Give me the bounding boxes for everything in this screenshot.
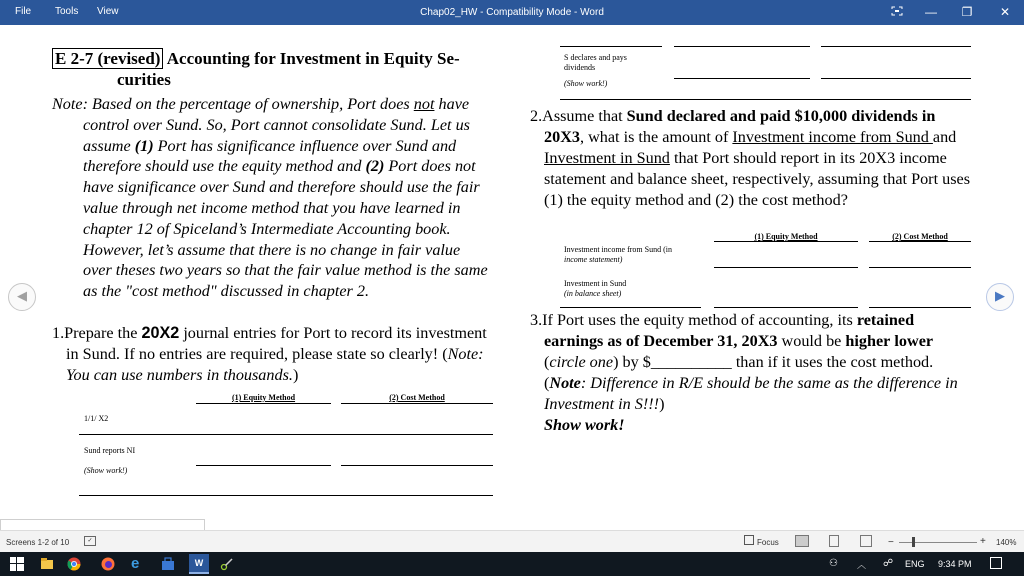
zoom-level[interactable]: 140% [996,538,1017,547]
row-show-work-2: (Show work!) [564,79,608,88]
question-1: 1.Prepare the 20X2 journal entries for Port to record its investment in Sund. If no entries are required, please state so clearly! (Note: You can use numbers in thousands.) [52,324,487,384]
store-icon[interactable] [161,557,175,571]
row-investment-income-b: income statement) [564,255,623,264]
table2-col-cost: (2) Cost Method [892,232,948,241]
firefox-icon[interactable] [101,557,115,571]
row-sund-reports-ni: Sund reports NI [84,446,136,455]
menu-view[interactable]: View [97,6,119,17]
status-tab [0,519,205,530]
title-bar [0,0,1024,25]
close-button[interactable]: ✕ [999,5,1011,19]
menu-file[interactable]: File [15,6,32,17]
taskbar [0,552,1024,576]
language-indicator[interactable]: ENG [905,559,925,569]
network-icon[interactable]: ☍ [883,558,894,569]
row-investment-in-sund-b: (in balance sheet) [564,289,622,298]
status-bar [0,530,1024,552]
web-layout-icon[interactable] [860,535,872,547]
focus-mode-icon[interactable] [886,2,908,22]
question-2: 2.Assume that Sund declared and paid $10,000 dividends in 20X3, what is the amount of Investment income from Sund and Investment in Sund that Port should report in its 20X3 income statement and balance sheet, respectively, assuming that Port uses (1) the equity method and (2) the cost method? [530,107,970,209]
screen-counter: Screens 1-2 of 10 [6,538,70,547]
row-investment-income-a: Investment income from Sund (in [564,245,672,254]
show-work-label: Show work! [544,416,625,434]
zoom-out-button[interactable]: − [888,537,894,548]
chrome-icon[interactable] [67,557,81,571]
window-title: Chap02_HW - Compatibility Mode - Word [420,7,604,18]
table1-col-cost: (2) Cost Method [389,393,445,402]
notification-icon[interactable] [990,557,1002,569]
previous-screen-button[interactable]: ◀ [8,283,36,311]
file-manager-icon[interactable] [40,557,54,571]
chevron-up-icon[interactable]: ︿ [857,560,867,570]
menu-tools[interactable]: Tools [55,6,79,17]
row-dividends: S declares and pays dividends [564,53,627,72]
proofing-icon[interactable]: ✓ [84,536,96,546]
print-layout-icon[interactable] [829,535,839,547]
restore-button[interactable]: ❐ [961,5,973,19]
word-icon[interactable]: W [189,554,209,574]
windows-start-icon[interactable] [10,557,24,571]
snipping-tool-icon[interactable] [220,557,234,571]
edge-icon[interactable]: e [131,555,140,572]
exercise-heading: E 2-7 (revised) Accounting for Investment in Equity Se- [52,48,492,69]
heading-line-2: curities [117,70,171,89]
zoom-slider-thumb[interactable] [912,537,915,547]
zoom-slider[interactable] [899,542,977,543]
question-3: 3.If Port uses the equity method of accounting, its retained earnings as of December 31, 20X3 would be higher lower (circle one) by $__________ than if it uses the cost method. (Note: Difference in R/E should be the same as the difference in Investment in S!!!) Show work! [530,311,958,434]
row-date: 1/1/ X2 [84,414,109,423]
next-screen-button[interactable]: ▶ [986,283,1014,311]
table2-col-equity: (1) Equity Method [754,232,818,241]
minimize-button[interactable]: — [925,5,937,19]
clock[interactable]: 9:34 PM [938,559,972,569]
focus-icon[interactable] [744,535,754,545]
row-investment-in-sund-a: Investment in Sund [564,279,627,288]
zoom-in-button[interactable]: + [980,536,986,547]
read-mode-icon[interactable] [795,535,809,547]
table1-col-equity: (1) Equity Method [231,393,296,402]
people-icon[interactable]: ⚇ [829,558,838,569]
focus-label[interactable]: Focus [757,538,779,547]
row-show-work: (Show work!) [84,466,128,475]
note-paragraph: Note: Based on the percentage of ownership, Port does not have control over Sund. So, Port cannot consolidate Sund. Let us assume (1) Port has significance influence over Sund and therefore should use the equity method and (2) Port does not have significance over Sund and therefore should use the fair value through net income method that you have learned in chapter 12 of Spiceland’s Intermediate Accounting book. However, let’s assume that there is no change in fair value over theses two years so that the fair value method is the same as the "cost method" discussed in chapter 2. [52,95,488,301]
exercise-number: E 2-7 (revised) [52,48,163,69]
